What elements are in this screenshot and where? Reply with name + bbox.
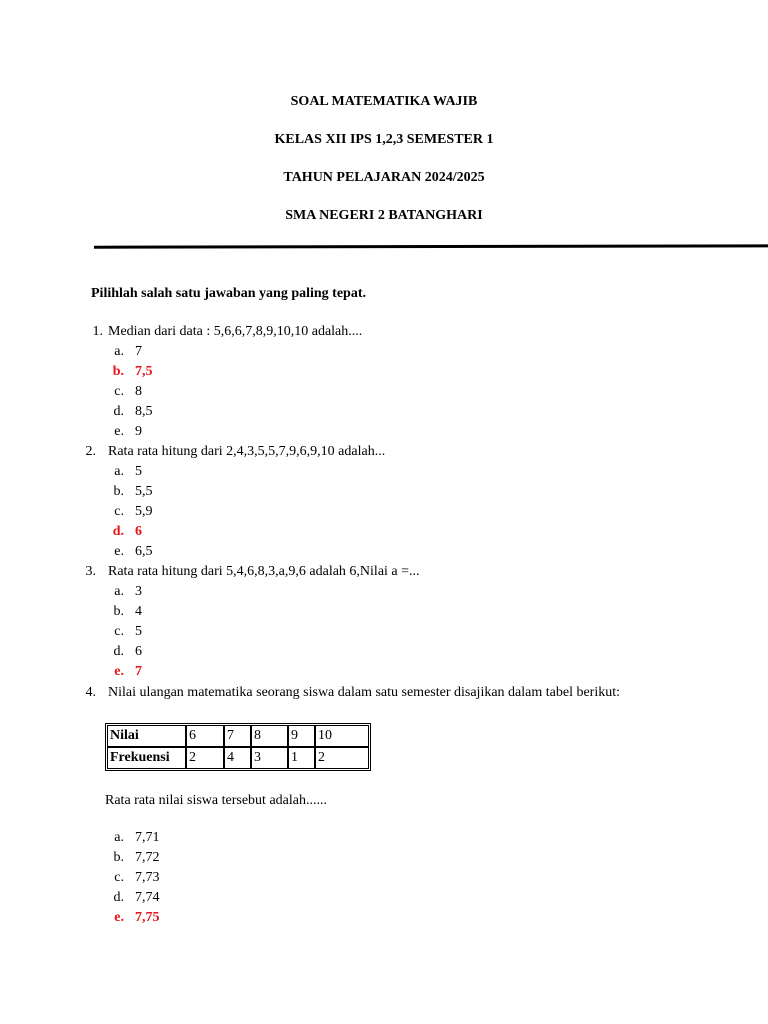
table-row: [107, 747, 369, 769]
option-letter: e.: [114, 664, 124, 679]
answer-option-correct: [104, 910, 160, 926]
answer-option: [104, 504, 153, 520]
option-letter: e.: [114, 544, 124, 559]
answer-option: [104, 464, 142, 480]
table-cell: 8: [251, 725, 288, 747]
table-row: [107, 725, 369, 747]
table-cell: 7: [224, 725, 251, 747]
option-letter: c.: [114, 624, 124, 639]
option-text: 8,5: [135, 404, 153, 419]
answer-option-correct: [104, 664, 142, 680]
option-letter: b.: [112, 364, 124, 379]
option-letter: c.: [114, 504, 124, 519]
option-text: 6,5: [135, 544, 153, 559]
option-text: 7,75: [135, 910, 160, 925]
answer-option-correct: [104, 364, 153, 380]
instruction-text: Pilihlah salah satu jawaban yang paling tepat.: [91, 286, 367, 301]
answer-option: [104, 384, 142, 400]
option-text: 6: [135, 524, 142, 539]
answer-option: [104, 870, 160, 886]
option-letter: a.: [114, 830, 124, 845]
option-text: 5,9: [135, 504, 153, 519]
option-text: 7,5: [135, 364, 153, 379]
option-letter: a.: [114, 464, 124, 479]
answer-option: [104, 424, 142, 440]
table-cell: 2: [186, 747, 224, 769]
question-text: Rata rata hitung dari 5,4,6,8,3,a,9,6 adalah 6,Nilai a =...: [108, 564, 420, 579]
answer-option: [104, 604, 142, 620]
option-text: 7: [135, 664, 142, 679]
table-cell: 4: [224, 747, 251, 769]
option-text: 9: [135, 424, 142, 439]
answer-option: [104, 584, 142, 600]
answer-option: [104, 544, 153, 560]
option-letter: b.: [113, 484, 124, 499]
option-letter: d.: [113, 890, 124, 905]
answer-option: [104, 624, 142, 640]
question-text: Nilai ulangan matematika seorang siswa dalam satu semester disajikan dalam tabel berikut:: [108, 685, 621, 700]
option-letter: e.: [114, 424, 124, 439]
option-letter: b.: [113, 604, 124, 619]
option-letter: c.: [114, 384, 124, 399]
option-text: 5: [135, 464, 142, 479]
header-divider: [94, 244, 768, 248]
question-number: 2.: [85, 444, 96, 459]
table-cell: 3: [251, 747, 288, 769]
answer-option: [104, 644, 142, 660]
question-subtext: Rata rata nilai siswa tersebut adalah......: [105, 793, 327, 808]
question-text: Median dari data : 5,6,6,7,8,9,10,10 adalah....: [108, 324, 363, 339]
answer-option: [104, 830, 160, 846]
option-text: 7,74: [135, 890, 160, 905]
option-text: 7,71: [135, 830, 160, 845]
option-letter: d.: [113, 644, 124, 659]
frequency-table: [105, 723, 371, 771]
option-letter: e.: [114, 910, 124, 925]
table-cell: 10: [315, 725, 369, 747]
answer-option: [104, 344, 142, 360]
option-letter: a.: [114, 344, 124, 359]
option-text: 4: [135, 604, 142, 619]
answer-option: [104, 404, 153, 420]
table-cell: 2: [315, 747, 369, 769]
table-cell: 9: [288, 725, 315, 747]
option-letter: d.: [112, 524, 124, 539]
question-number: 3.: [85, 564, 96, 579]
question-text: Rata rata hitung dari 2,4,3,5,5,7,9,6,9,10 adalah...: [108, 444, 386, 459]
question-number: 4.: [85, 685, 96, 700]
option-text: 5: [135, 624, 142, 639]
option-text: 7: [135, 344, 142, 359]
option-text: 7,73: [135, 870, 160, 885]
doc-year: TAHUN PELAJARAN 2024/2025: [283, 170, 485, 185]
option-letter: c.: [114, 870, 124, 885]
option-letter: d.: [113, 404, 124, 419]
answer-option: [104, 890, 160, 906]
table-cell: 1: [288, 747, 315, 769]
answer-option: [104, 484, 153, 500]
option-text: 5,5: [135, 484, 153, 499]
option-text: 6: [135, 644, 142, 659]
answer-option-correct: [104, 524, 142, 540]
doc-title: SOAL MATEMATIKA WAJIB: [290, 94, 478, 109]
option-text: 8: [135, 384, 142, 399]
doc-school: SMA NEGERI 2 BATANGHARI: [285, 208, 483, 223]
option-text: 7,72: [135, 850, 160, 865]
option-letter: a.: [114, 584, 124, 599]
table-cell: 6: [186, 725, 224, 747]
answer-option: [104, 850, 160, 866]
option-letter: b.: [113, 850, 124, 865]
table-header-cell: Nilai: [107, 725, 186, 747]
option-text: 3: [135, 584, 142, 599]
question-number: 1.: [92, 324, 103, 339]
table-header-cell: Frekuensi: [107, 747, 186, 769]
doc-class: KELAS XII IPS 1,2,3 SEMESTER 1: [274, 132, 494, 147]
